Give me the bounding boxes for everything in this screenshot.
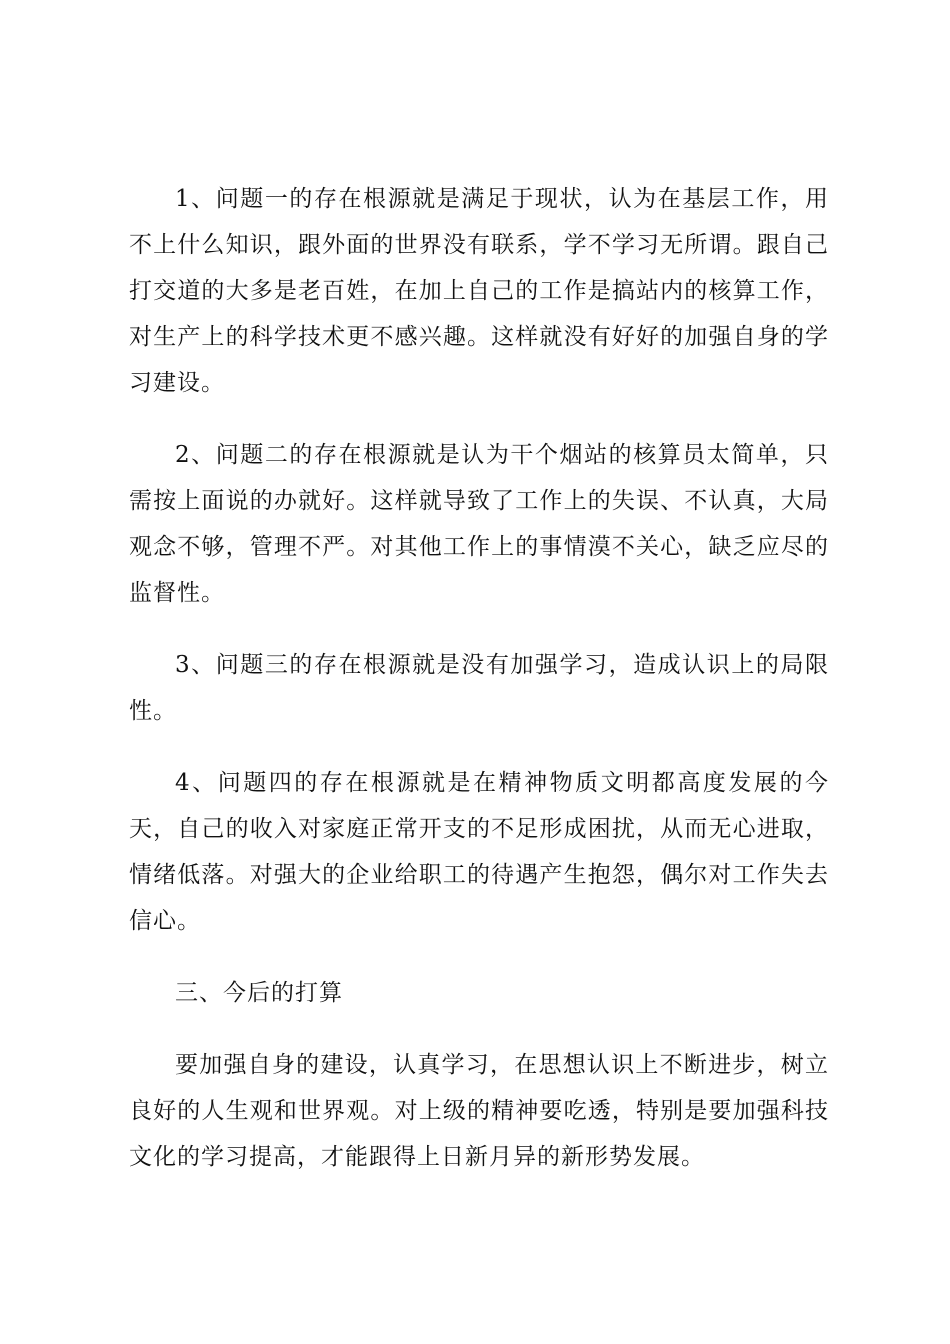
document-body	[129, 176, 829, 1206]
paragraph-problem-3: 3、问题三的存在根源就是没有加强学习，造成认识上的局限性。	[129, 652, 829, 724]
section-heading: 三、今后的打算	[175, 980, 343, 1006]
paragraph-problem-4: 4、问题四的存在根源就是在精神物质文明都高度发展的今天，自己的收入对家庭正常开支的不足形成困扰，从而无心进取，情绪低落。对强大的企业给职工的待遇产生抱怨，偶尔对工作失去信心。	[129, 770, 829, 934]
paragraph-problem-2: 2、问题二的存在根源就是认为干个烟站的核算员太简单，只需按上面说的办就好。这样就导致了工作上的失误、不认真，大局观念不够，管理不严。对其他工作上的事情漠不关心，缺乏应尽的监督性。	[129, 442, 829, 606]
paragraph-problem-1: 1、问题一的存在根源就是满足于现状，认为在基层工作，用不上什么知识，跟外面的世界没有联系，学不学习无所谓。跟自己打交道的大多是老百姓，在加上自己的工作是搞站内的核算工作，对生产上的科学技术更不感兴趣。这样就没有好好的加强自身的学习建设。	[129, 186, 829, 396]
paragraph-future-plans: 要加强自身的建设，认真学习，在思想认识上不断进步，树立良好的人生观和世界观。对上级的精神要吃透，特别是要加强科技文化的学习提高，才能跟得上日新月异的新形势发展。	[129, 1052, 829, 1170]
